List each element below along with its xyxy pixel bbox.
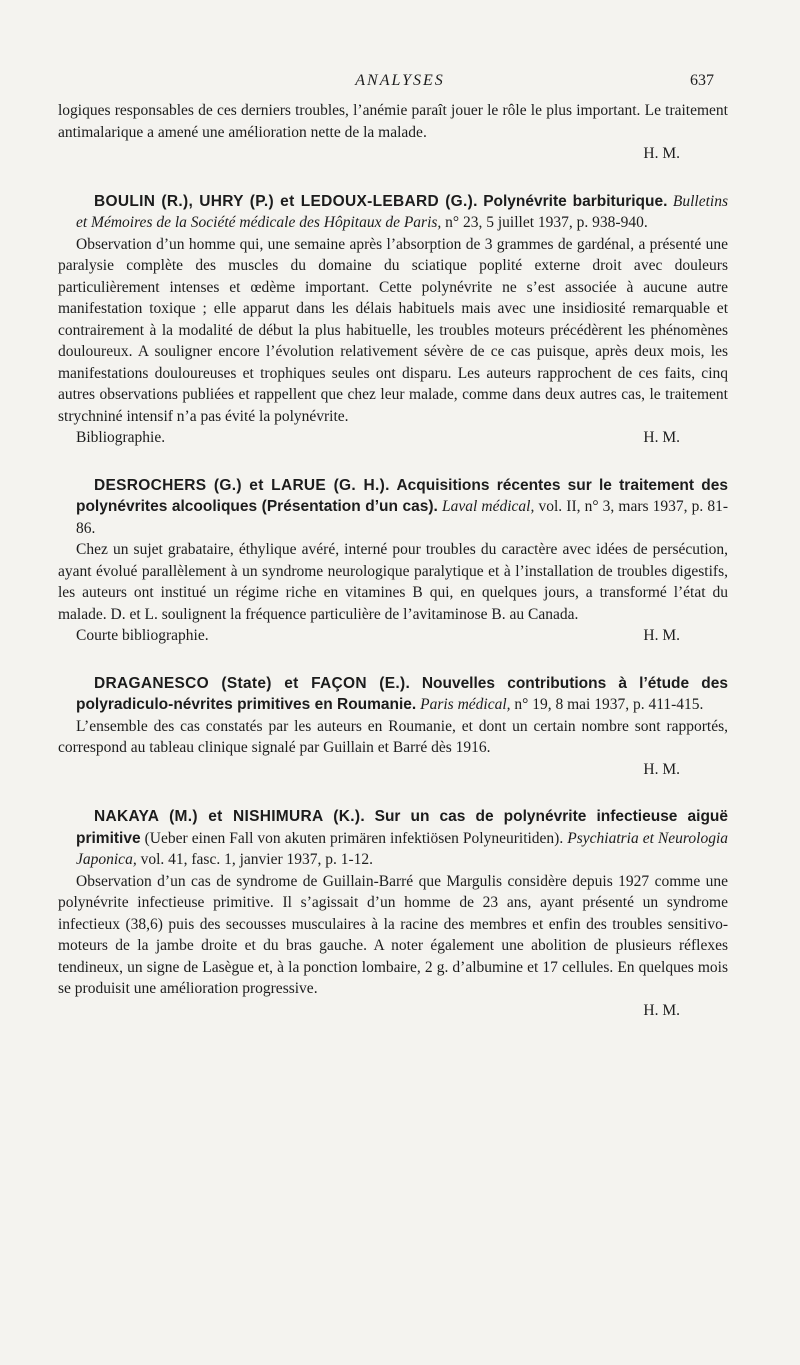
entry-original-title: (Ueber einen Fall von akuten primären infektiösen Polyneuritiden). xyxy=(144,829,564,847)
intro-text: logiques responsables de ces derniers troubles, l’anémie paraît jouer le rôle le plus important. Le traitement antimalarique a amené une amélioration nette de la malade. xyxy=(58,102,728,141)
intro-fragment xyxy=(58,100,728,165)
entry-signature: H. M. xyxy=(643,760,680,778)
review-entry-draganesco xyxy=(58,673,728,781)
intro-signature: H. M. xyxy=(643,145,680,162)
entry-journal: Laval médical, xyxy=(441,498,535,515)
entry-authors: DESROCHERS (G.) et LARUE (G. H.). xyxy=(94,476,390,494)
page-number: 637 xyxy=(690,72,714,89)
entry-signature: H. M. xyxy=(643,627,680,644)
entry-abstract: Observation d’un homme qui, une semaine après l’absorption de 3 grammes de gardénal, a présenté une paralysie complète des muscles du domaine du sciatique poplité externe droit avec douleurs particulièrement intenses et œdème important. Cette polynévrite ne s’est associée à aucune autre manifestation toxique ; elle apparut dans les délais habituels mais avec une insidiosité remarquable et contrairement à la modalité de début la plus habituelle, les troubles moteurs précédèrent les phénomènes douloureux. A souligner encore l’évolution relativement sévère de ce cas puisque, après deux mois, les manifestations douloureuses et trophiques seules ont disparu. Les auteurs rapprochent de ces faits, cinq autres observations publiées et rappellent que chez leur malade, comme dans deux autres cas, le traitement strychniné intensif n’a pas évité la polynévrite. xyxy=(58,235,728,425)
entry-authors: NAKAYA (M.) et NISHIMURA (K.). xyxy=(94,808,365,825)
entry-heading xyxy=(58,475,728,540)
entry-signature: H. M. xyxy=(643,429,680,446)
entry-title: Nouvelles contributions à l’étude des polyradiculo-névrites primitives en Roumanie. xyxy=(76,674,729,713)
entry-heading xyxy=(58,806,728,871)
page-body xyxy=(58,100,728,1021)
running-title: ANALYSES xyxy=(355,72,445,89)
entry-title: Sur un cas de polynévrite infectieuse aiguë primitive xyxy=(76,808,728,847)
entry-journal: Bulletins et Mémoires de la Société médicale des Hôpitaux de Paris, xyxy=(76,192,729,231)
entry-footer xyxy=(58,427,728,449)
entry-title: Polynévrite barbiturique. xyxy=(483,192,668,210)
entry-authors: BOULIN (R.), UHRY (P.) et LEDOUX-LEBARD (G.). xyxy=(94,192,478,210)
entry-citation: vol. 41, fasc. 1, janvier 1937, p. 1-12. xyxy=(140,851,374,868)
entry-citation: vol. II, n° 3, mars 1937, p. 81-86. xyxy=(76,498,729,537)
entry-citation: n° 19, 8 mai 1937, p. 411-415. xyxy=(514,696,704,713)
entry-abstract: Observation d’un cas de syndrome de Guillain-Barré que Margulis considère depuis 1927 comme une polynévrite infectieuse primitive. Il s’agissait d’un homme de 23 ans, ayant présenté un syndrome infectieux (38,6) puis des secousses musculaires à la racine des membres et enfin des troubles sensitivo-moteurs de la jambe droite et du bras gauche. A noter également une abolition de plusieurs réflexes tendineux, un signe de Lasègue et, à la ponction lombaire, 2 g. d’albumine et 17 cellules. En quelques mois se produisit une amélioration progressive. xyxy=(58,872,728,997)
entry-signature: H. M. xyxy=(643,1001,680,1019)
review-entry-desrochers xyxy=(58,475,728,647)
entry-footer xyxy=(58,871,728,1000)
review-entry-nakaya xyxy=(58,806,728,1021)
entry-closing: Courte bibliographie. xyxy=(76,627,209,644)
entry-heading xyxy=(58,673,728,716)
entry-journal: Paris médical, xyxy=(420,696,511,713)
entry-closing: Bibliographie. xyxy=(76,429,166,446)
entry-title: Acquisitions récentes sur le traitement des polynévrites alcooliques (Présentation d’un cas). xyxy=(76,476,728,515)
entry-heading xyxy=(58,191,728,234)
review-entry-boulin xyxy=(58,191,728,449)
entry-abstract: L’ensemble des cas constatés par les auteurs en Roumanie, et dont un certain nombre sont rapportés, correspond au tableau clinique signalé par Guillain et Barré dès 1916. xyxy=(58,717,728,756)
entry-footer xyxy=(58,625,728,647)
entry-journal: Psychiatria et Neurologia Japonica, xyxy=(76,829,729,868)
entry-citation: n° 23, 5 juillet 1937, p. 938-940. xyxy=(445,214,648,231)
running-head xyxy=(0,72,800,96)
entry-authors: DRAGANESCO (State) et FAÇON (E.). xyxy=(94,674,411,692)
entry-abstract: Chez un sujet grabataire, éthylique avéré, interné pour troubles du caractère avec idées de persécution, ayant évolué parallèlement à un syndrome neurologique paralytique et à l’installation de troubles digestifs, les auteurs ont institué un régime riche en vitamines B qui, en quelques jours, a transformé l’état du malade. D. et L. soulignent la fréquence particulière de l’avitaminose B. au Canada. xyxy=(58,541,728,623)
